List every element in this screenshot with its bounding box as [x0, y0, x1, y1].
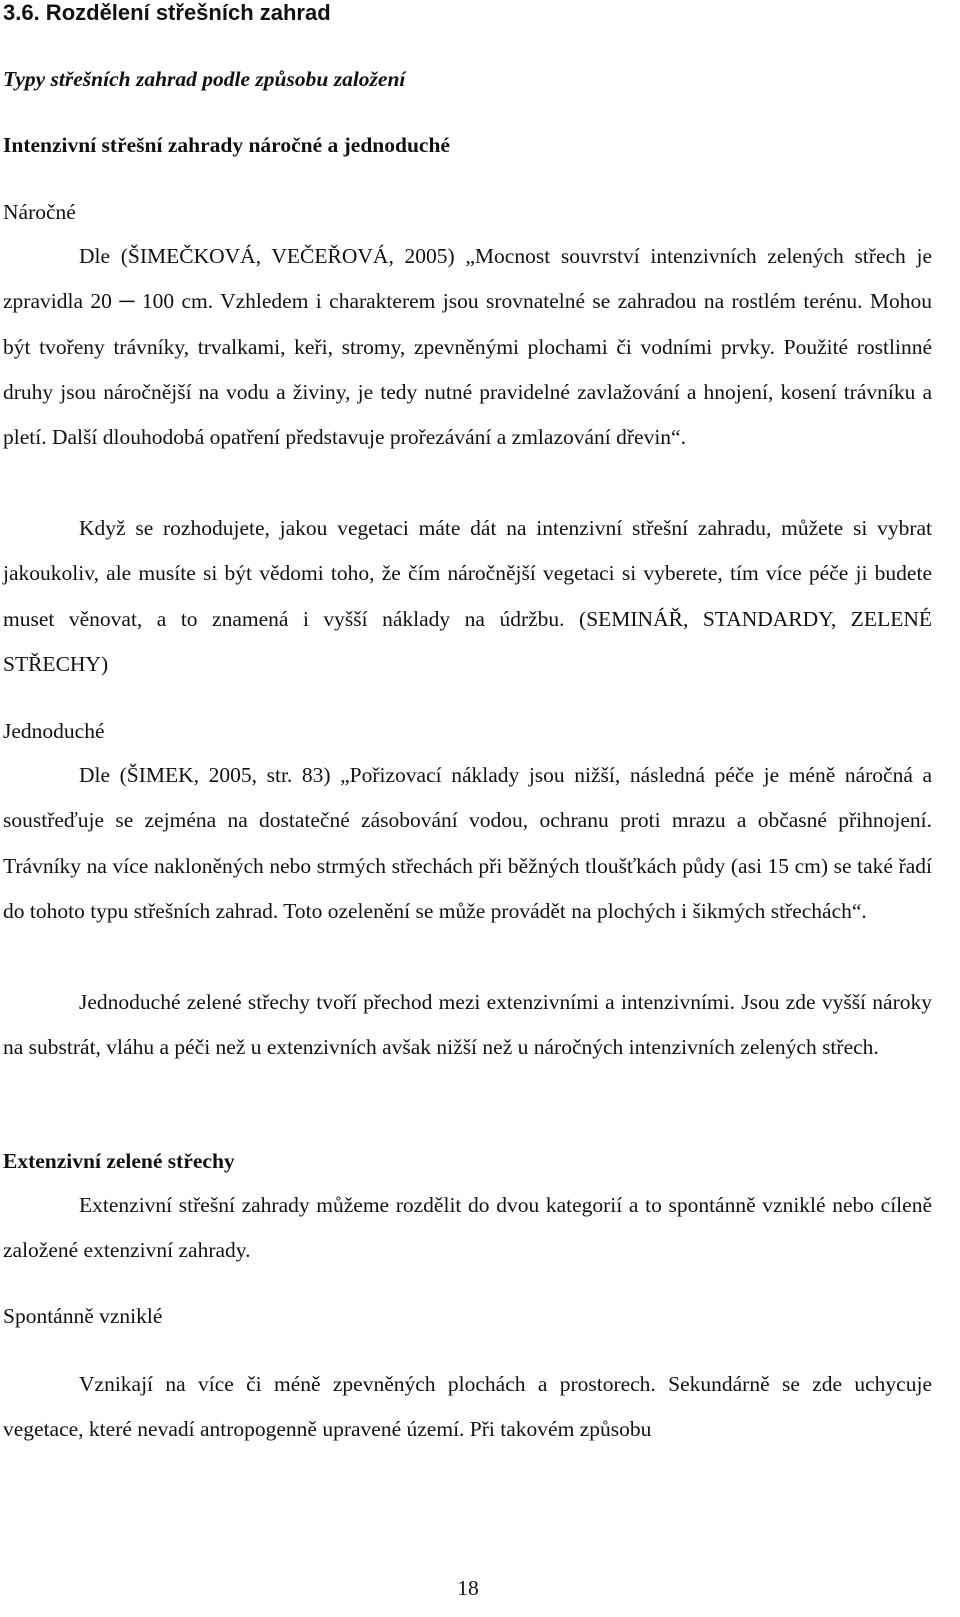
paragraph-simple-1: Dle (ŠIMEK, 2005, str. 83) „Pořizovací náklady jsou nižší, následná péče je méně náročná a soustřeďuje se zejména na dostatečné zásobování vodou, ochranu proti mrazu a občasné přihnojení. Trávníky na více nakloněných nebo strmých střechách při běžných tloušťkách půdy (asi 15 cm) se také řadí do tohoto typu střešních zahrad. Toto ozelenění se může provádět na plochých i šikmých střechách“. — [3, 763, 932, 923]
heading-extensive: Extenzivní zelené střechy — [3, 1149, 235, 1173]
paragraph-demanding-1: Dle (ŠIMEČKOVÁ, VEČEŘOVÁ, 2005) „Mocnost souvrství intenzivních zelených střech je zpravidla 20 ─ 100 cm. Vzhledem i charakterem jsou srovnatelné se zahradou na rostlém terénu. Mohou být tvořeny trávníky, trvalkami, keři, stromy, zpevněnými plochami či vodními prvky. Použité rostlinné druhy jsou náročnější na vodu a živiny, je tedy nutné pravidelné zavlažování a hnojení, kosení trávníku a pletí. Další dlouhodobá opatření představuje prořezávání a zmlazování dřevin“. — [3, 244, 932, 450]
label-simple: Jednoduché — [3, 719, 105, 743]
section-heading-intensive: Intenzivní střešní zahrady náročné a jednoduché — [3, 133, 450, 157]
paragraph-extensive-2: Vznikají na více či méně zpevněných plochách a prostorech. Sekundárně se zde uchycuje vegetace, které nevadí antropogenně upravené území. Při takovém způsobu — [3, 1372, 932, 1442]
section-heading-italic: Typy střešních zahrad podle způsobu založení — [3, 67, 406, 91]
page-number: 18 — [457, 1576, 479, 1600]
paragraph-simple-2: Jednoduché zelené střechy tvoří přechod mezi extenzivními a intenzivními. Jsou zde vyšší nároky na substrát, vláhu a péči než u extenzivních avšak nižší než u náročných intenzivních zelených střech. — [3, 990, 932, 1060]
label-demanding: Náročné — [3, 200, 76, 224]
paragraph-extensive-1: Extenzivní střešní zahrady můžeme rozdělit do dvou kategorií a to spontánně vzniklé nebo cíleně založené extenzivní zahrady. — [3, 1193, 932, 1263]
chapter-title: 3.6. Rozdělení střešních zahrad — [3, 0, 331, 25]
paragraph-demanding-2: Když se rozhodujete, jakou vegetaci máte dát na intenzivní střešní zahradu, můžete si vybrat jakoukoliv, ale musíte si být vědomi toho, že čím náročnější vegetaci si vyberete, tím více péče ji budete muset věnovat, a to znamená i vyšší náklady na údržbu. (SEMINÁŘ, STANDARDY, ZELENÉ STŘECHY) — [3, 516, 932, 676]
label-spontaneous: Spontánně vzniklé — [3, 1304, 163, 1328]
